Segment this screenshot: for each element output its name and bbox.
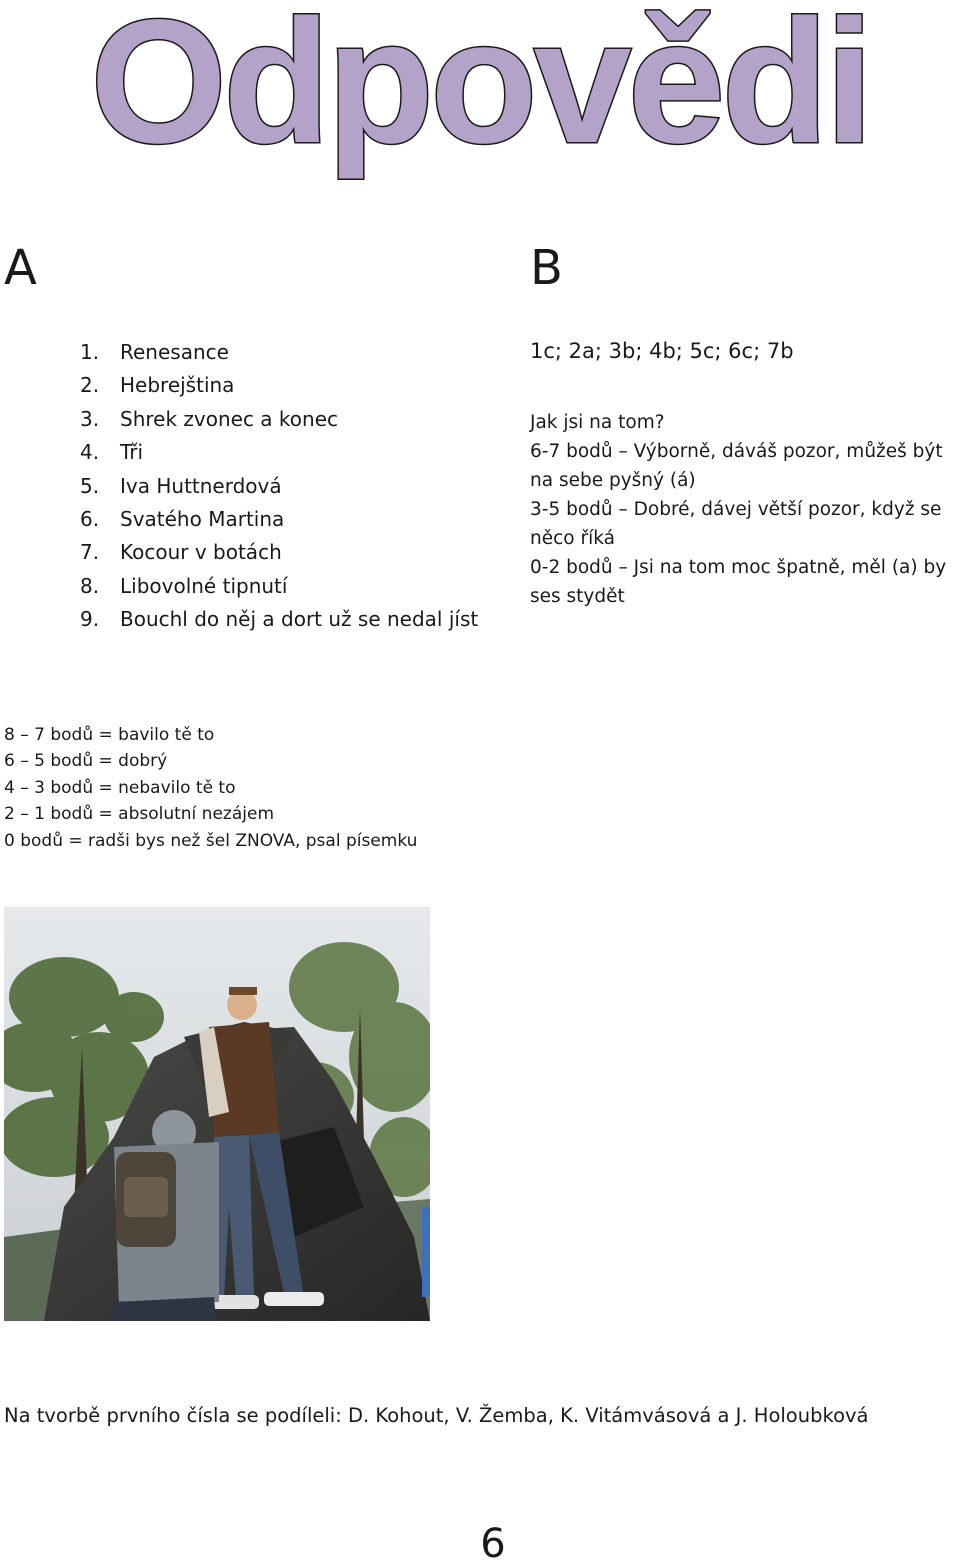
score-legend <box>4 722 417 854</box>
list-item-number: 9. <box>80 607 100 632</box>
list-item <box>80 369 480 402</box>
list-item-text: Bouchl do něj a dort už se nedal jíst <box>120 607 479 632</box>
list-item-number: 4. <box>80 440 100 465</box>
section-b-heading: B <box>530 240 563 296</box>
list-item-number: 7. <box>80 540 100 565</box>
score-line: 8 – 7 bodů = bavilo tě to <box>4 725 215 745</box>
page-number: 6 <box>480 1521 506 1567</box>
list-item-text: Hebrejština <box>120 373 235 398</box>
evaluation-rating: 0-2 bodů – Jsi na tom moc špatně, měl (a) by ses stydět <box>530 557 947 607</box>
list-item-text: Shrek zvonec a konec <box>120 406 338 431</box>
section-a-answer-list <box>80 336 480 637</box>
list-item-number: 3. <box>80 406 100 431</box>
list-item-number: 2. <box>80 373 100 398</box>
photo <box>4 907 430 1321</box>
list-item-text: Iva Huttnerdová <box>120 473 282 498</box>
section-b-evaluation <box>530 408 960 611</box>
evaluation-rating: 6-7 bodů – Výborně, dáváš pozor, můžeš být na sebe pyšný (á) <box>530 441 943 491</box>
list-item-text: Libovolné tipnutí <box>120 573 288 598</box>
list-item-number: 6. <box>80 507 100 532</box>
list-item <box>80 470 480 503</box>
list-item <box>80 503 480 536</box>
list-item-text: Renesance <box>120 340 229 364</box>
evaluation-question: Jak jsi na tom? <box>530 412 665 433</box>
list-item <box>80 536 480 569</box>
section-a-heading: A <box>4 240 37 296</box>
list-item <box>80 436 480 469</box>
list-item-number: 5. <box>80 473 100 498</box>
score-line: 6 – 5 bodů = dobrý <box>4 751 168 772</box>
evaluation-rating: 3-5 bodů – Dobré, dávej větší pozor, když se něco říká <box>530 499 942 549</box>
list-item <box>80 570 480 603</box>
list-item-text: Tři <box>120 440 144 465</box>
list-item-text: Svatého Martina <box>120 507 285 532</box>
list-item <box>80 603 480 636</box>
section-b-answer-key: 1c; 2a; 3b; 4b; 5c; 6c; 7b <box>530 339 794 363</box>
list-item <box>80 403 480 436</box>
score-line: 4 – 3 bodů = nebavilo tě to <box>4 777 236 798</box>
list-item-number: 1. <box>80 340 100 364</box>
score-line: 2 – 1 bodů = absolutní nezájem <box>4 804 274 825</box>
page-title: Odpovědi <box>90 0 870 180</box>
score-line: 0 bodů = radši bys než šel ZNOVA, psal písemku <box>4 830 418 851</box>
list-item-number: 8. <box>80 573 100 598</box>
credits: Na tvorbě prvního čísla se podíleli: D. Kohout, V. Žemba, K. Vitámvásová a J. Holoubková <box>4 1404 869 1427</box>
section-b-content <box>530 336 960 611</box>
list-item <box>80 336 480 369</box>
list-item-text: Kocour v botách <box>120 540 282 565</box>
